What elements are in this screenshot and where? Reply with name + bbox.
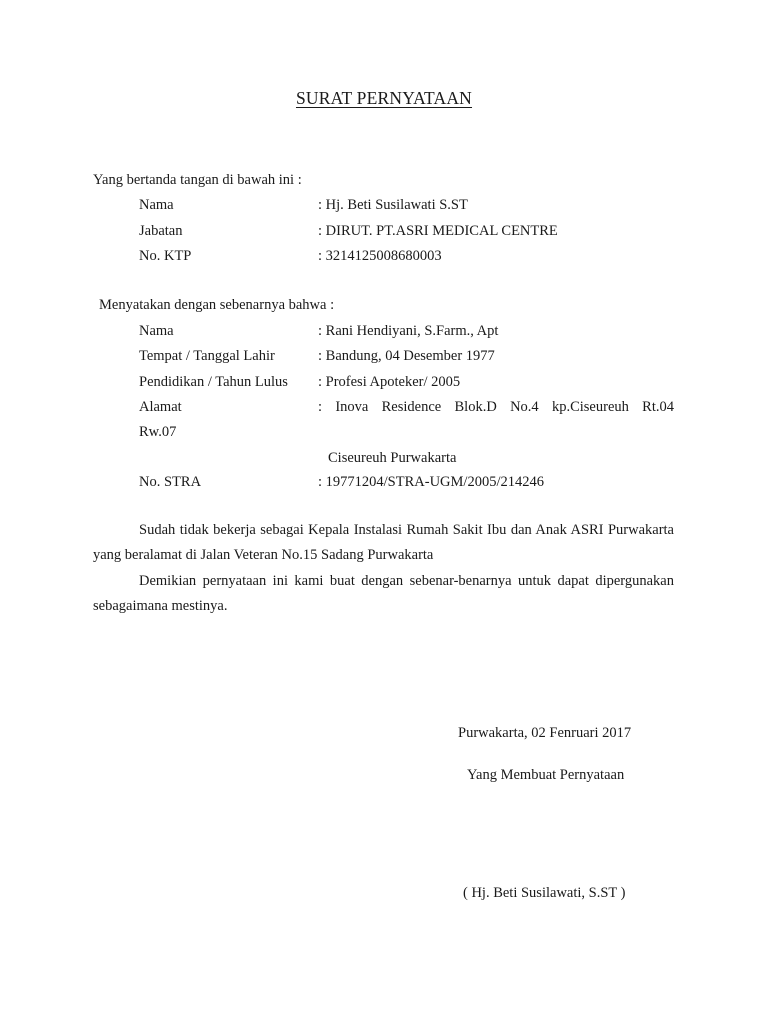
intro-text: Yang bertanda tangan di bawah ini : bbox=[93, 172, 302, 188]
place-date: Purwakarta, 02 Fenruari 2017 bbox=[458, 725, 632, 741]
subject-stra-label: No. STRA bbox=[139, 474, 202, 490]
subject-stra-value: : 19771204/STRA-UGM/2005/214246 bbox=[318, 474, 544, 490]
paragraph-closing-text: Demikian pernyataan ini kami buat dengan sebenar-benarnya untuk dapat dipergunakan sebagaimana mestinya. bbox=[93, 573, 674, 614]
signatory-jabatan-label: Jabatan bbox=[139, 223, 183, 239]
subject-pendidikan-label: Pendidikan / Tahun Lulus bbox=[139, 374, 288, 390]
subject-ttl-label: Tempat / Tanggal Lahir bbox=[139, 348, 275, 364]
signatory-nama-value: : Hj. Beti Susilawati S.ST bbox=[318, 197, 468, 213]
subject-nama-value: : Rani Hendiyani, S.Farm., Apt bbox=[318, 323, 499, 339]
signatory-ktp-value: : 3214125008680003 bbox=[318, 248, 442, 264]
subject-alamat-wrap: Rw.07 bbox=[139, 424, 177, 440]
subject-nama-label: Nama bbox=[139, 323, 174, 339]
subject-alamat-line2: Ciseureuh Purwakarta bbox=[328, 450, 457, 466]
signatory-nama-label: Nama bbox=[139, 197, 174, 213]
signer-name: ( Hj. Beti Susilawati, S.ST ) bbox=[463, 885, 626, 901]
paragraph-closing bbox=[93, 569, 674, 619]
document-title: SURAT PERNYATAAN bbox=[295, 88, 473, 108]
paragraph-employment-text: Sudah tidak bekerja sebagai Kepala Instalasi Rumah Sakit Ibu dan Anak ASRI Purwakarta yang beralamat di Jalan Veteran No.15 Sadang Purwakarta bbox=[93, 522, 674, 563]
subject-pendidikan-value: : Profesi Apoteker/ 2005 bbox=[318, 374, 461, 390]
subject-alamat-label: Alamat bbox=[139, 399, 182, 415]
subject-alamat-value: : Inova Residence Blok.D No.4 kp.Ciseureuh Rt.04 bbox=[318, 399, 674, 415]
maker-label: Yang Membuat Pernyataan bbox=[467, 767, 625, 783]
signatory-ktp-label: No. KTP bbox=[139, 248, 192, 264]
signatory-jabatan-value: : DIRUT. PT.ASRI MEDICAL CENTRE bbox=[318, 223, 558, 239]
paragraph-employment bbox=[93, 518, 674, 568]
subject-ttl-value: : Bandung, 04 Desember 1977 bbox=[318, 348, 495, 364]
statement-intro: Menyatakan dengan sebenarnya bahwa : bbox=[99, 297, 335, 313]
